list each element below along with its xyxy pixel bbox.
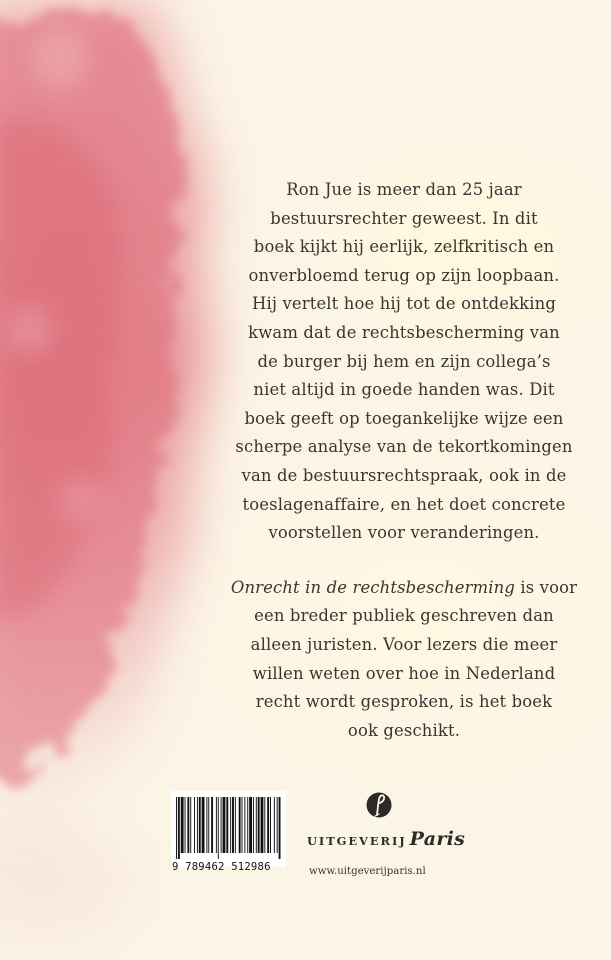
barcode-bar: [249, 797, 252, 853]
barcode-bar: [256, 797, 257, 853]
blurb-line: recht wordt gesproken, is het boek: [255, 692, 553, 712]
blurb-line: van de bestuursrechtspraak, ook in de: [241, 465, 567, 485]
barcode-bar: [223, 797, 226, 853]
publisher-website: www.uitgeverijparis.nl: [309, 866, 426, 877]
barcode-bar: [253, 797, 254, 853]
publisher-name-prefix: UITGEVERIJ: [307, 834, 407, 848]
barcode-bar: [267, 797, 269, 853]
blurb-line: boek kijkt hij eerlijk, zelfkritisch en: [253, 237, 555, 257]
blurb-line: boek geeft op toegankelijke wijze een: [244, 408, 564, 428]
barcode-bar: [261, 797, 264, 853]
blurb-line: willen weten over hoe in Nederland: [252, 663, 556, 683]
barcode-bar: [194, 797, 195, 853]
publisher-name-main: Paris: [409, 828, 466, 850]
blurb-paragraph-2: [222, 574, 586, 746]
blurb-paragraph-1: [222, 176, 586, 548]
barcode-bar: [202, 797, 205, 853]
barcode-bar: [232, 797, 234, 853]
barcode-bar: [185, 797, 186, 853]
barcode-bar: [226, 797, 228, 853]
quill-p-icon: [366, 789, 392, 821]
barcode-bar: [190, 797, 191, 853]
blurb-line: Ron Jue is meer dan 25 jaar: [286, 180, 522, 199]
barcode-bar: [264, 797, 265, 853]
blurb-line: niet altijd in goede handen was. Dit: [253, 380, 555, 400]
barcode-bar: [187, 797, 189, 853]
blurb-line: de burger bij hem en zijn collega’s: [257, 351, 551, 371]
barcode-bar: [216, 797, 217, 853]
barcode-bar: [208, 797, 209, 853]
barcode-bar: [239, 797, 241, 853]
barcode-bar: [221, 797, 222, 853]
barcode-bar: [258, 797, 260, 853]
barcode-bar: [176, 797, 177, 859]
blurb-text: [222, 176, 586, 745]
barcode-bar: [242, 797, 243, 853]
barcode-bar: [178, 797, 180, 859]
barcode-bars: [175, 797, 283, 859]
blurb-line: alleen juristen. Voor lezers die meer: [250, 634, 558, 654]
blurb-line: bestuursrechter geweest. In dit: [270, 208, 538, 228]
blurb-line: ook geschikt.: [347, 720, 461, 740]
barcode-bar: [218, 797, 219, 859]
blurb-line: Hij vertelt hoe hij tot de ontdekking: [252, 294, 556, 314]
blurb-line: toeslagenaffaire, en het doet concrete: [242, 494, 566, 514]
barcode-bar: [230, 797, 231, 853]
barcode-bar: [274, 797, 275, 853]
barcode-bar: [270, 797, 271, 853]
barcode-bar: [279, 797, 281, 859]
barcode-bar: [181, 797, 184, 853]
blurb-line: kwam dat de rechtsbescherming van: [248, 322, 560, 342]
book-title-italic: Onrecht in de rechtsbescherming: [230, 577, 515, 597]
barcode-bar: [206, 797, 207, 853]
blurb-line: onverbloemd terug op zijn loopbaan.: [248, 265, 560, 285]
blurb-line: scherpe analyse van de tekortkomingen: [235, 437, 573, 457]
barcode-bar: [247, 797, 248, 853]
barcode-bar: [211, 797, 213, 853]
blurb-paragraph-2-first-rest: is voor: [515, 577, 578, 597]
barcode: [171, 791, 286, 867]
barcode-bar: [244, 797, 245, 853]
blurb-line: een breder publiek geschreven dan: [254, 606, 554, 626]
isbn-number: 9 789462 512986: [172, 861, 271, 873]
publisher-name: [307, 828, 467, 850]
barcode-bar: [199, 797, 201, 853]
barcode-bar: [197, 797, 198, 853]
barcode-bar: [235, 797, 236, 853]
barcode-bar: [277, 797, 278, 853]
blurb-line: voorstellen voor veranderingen.: [268, 523, 540, 543]
